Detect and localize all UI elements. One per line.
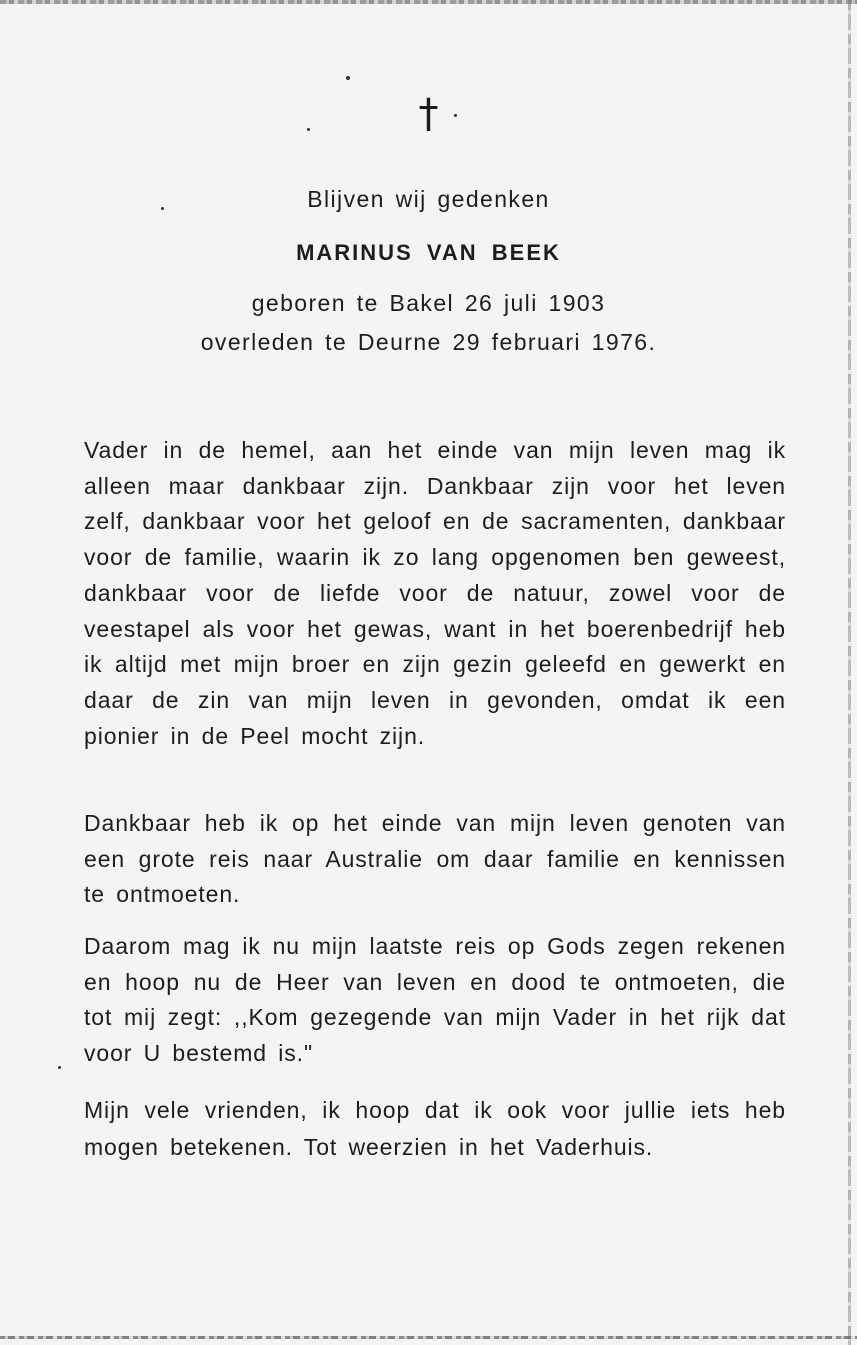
paragraph-text: Mijn vele vrienden, ik hoop dat ik ook voor jullie iets heb mogen betekenen. Tot weerzien in het Vaderhuis. (84, 1097, 786, 1160)
paragraph-text: Daarom mag ik nu mijn laatste reis op Gods zegen rekenen en hoop nu de Heer van leven en dood te ontmoeten, die tot mij zegt: ,,Kom gezegende van mijn Vader in het rijk dat voor U bestemd is." (84, 933, 786, 1067)
prayer-paragraph-1 (84, 433, 786, 754)
intro-line: Blijven wij gedenken (307, 186, 550, 212)
scan-edge-bottom (0, 1336, 857, 1339)
paragraph-text: Dankbaar heb ik op het einde van mijn leven genoten van een grote reis naar Australie om daar familie en kennissen te ontmoeten. (84, 810, 786, 908)
death-line: overleden te Deurne 29 februari 1976. (200, 329, 657, 355)
cross-icon: † (418, 91, 439, 137)
prayer-paragraph-3 (84, 929, 786, 1072)
prayer-paragraph-4 (84, 1092, 786, 1166)
paragraph-text: Vader in de hemel, aan het einde van mijn leven mag ik alleen maar dankbaar zijn. Dankbaar zijn voor het leven zelf, dankbaar voor het geloof en de sacramenten, dankbaar voor de familie, waarin ik zo lang opgenomen ben geweest, dankbaar voor de liefde voor de natuur, zowel voor de veestapel als voor het gewas, want in het boerenbedrijf heb ik altijd met mijn broer en zijn gezin geleefd en gewerkt en daar de zin van mijn leven in gevonden, omdat ik een pionier in de Peel mocht zijn. (84, 437, 786, 749)
scan-edge-top (0, 0, 857, 4)
print-speck (58, 1066, 61, 1069)
print-speck (346, 76, 350, 80)
deceased-name: MARINUS VAN BEEK (296, 240, 561, 265)
prayer-paragraph-2 (84, 806, 786, 913)
birth-line: geboren te Bakel 26 juli 1903 (251, 290, 606, 316)
